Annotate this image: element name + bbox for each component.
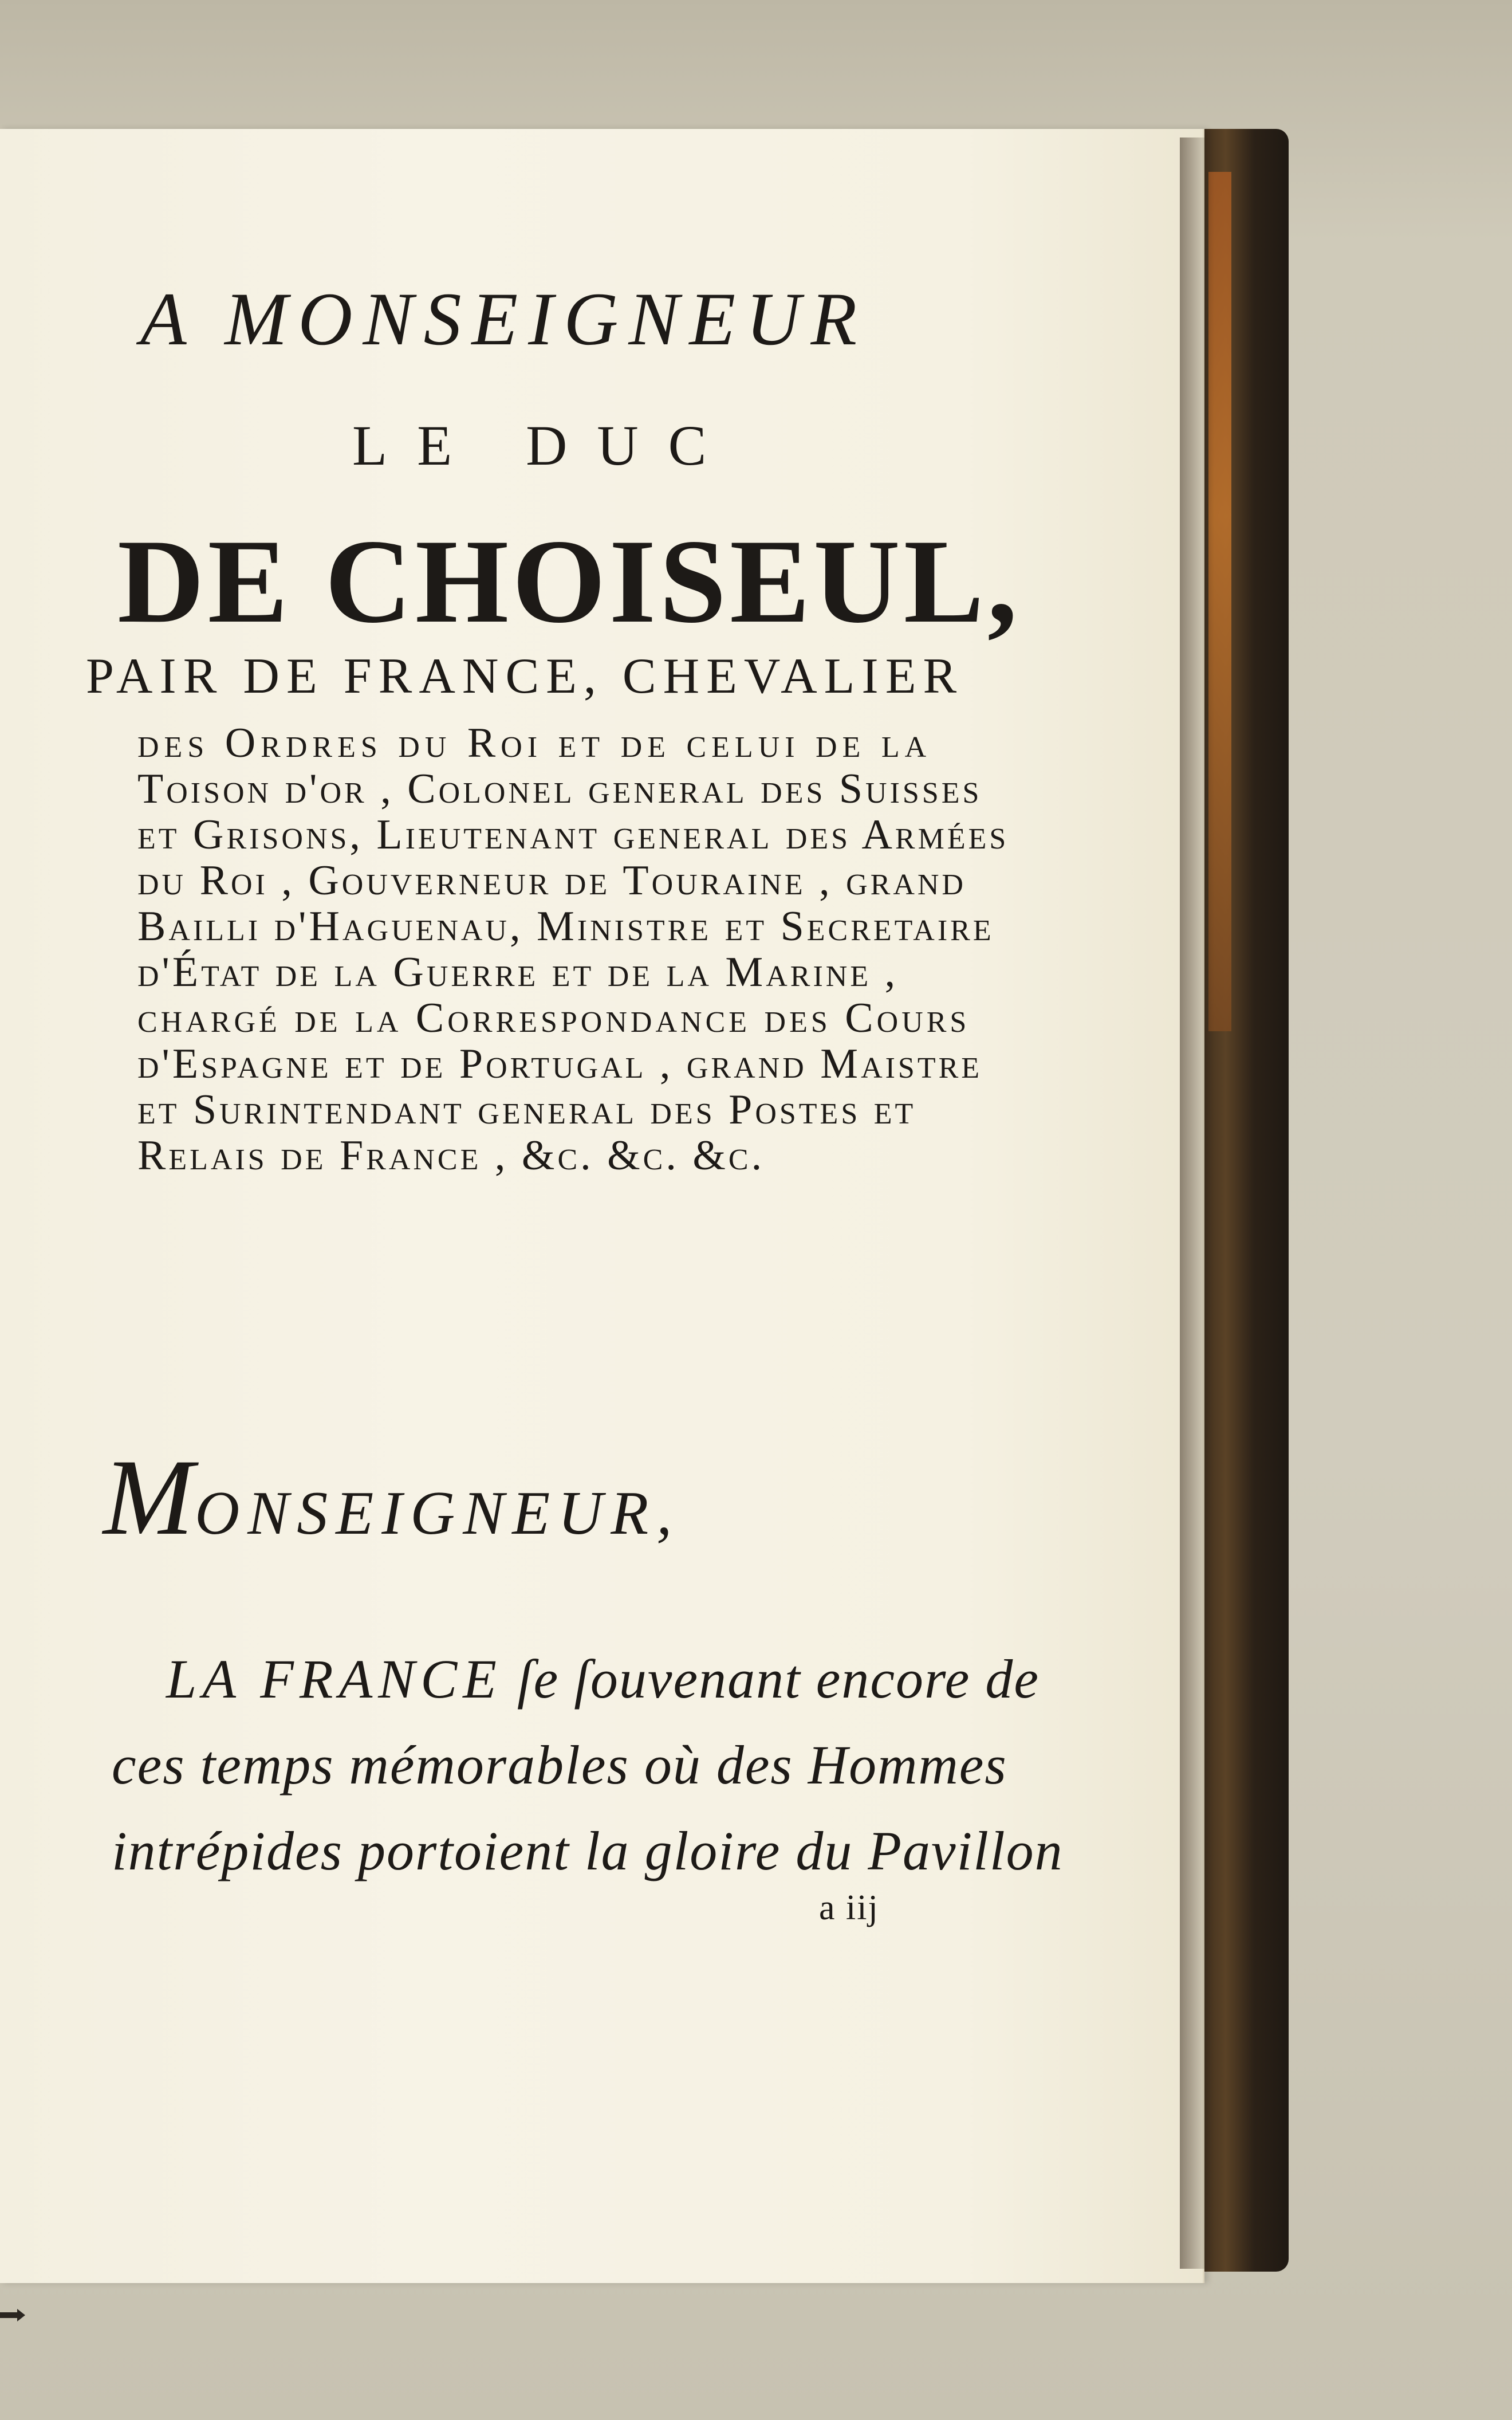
title-line: et Surintendant general des Postes et <box>137 1086 916 1133</box>
title-line: PAIR DE FRANCE, CHEVALIER <box>86 649 964 704</box>
salutation <box>103 1435 680 1560</box>
title-line: des Ordres du Roi et de celui de la <box>137 720 932 767</box>
title-line: du Roi , Gouverneur de Touraine , grand <box>137 857 966 904</box>
salutation-rest: ONSEIGNEUR, <box>195 1479 680 1547</box>
page-gutter-shadow <box>1180 138 1214 2269</box>
dedication-heading: A MONSEIGNEUR <box>140 277 868 361</box>
body-text: ſe ſouvenant encore de <box>502 1648 1040 1710</box>
body-lead: LA FRANCE <box>166 1648 502 1710</box>
dedication-subheading: LE DUC <box>352 414 737 477</box>
title-line: Relais de France , &c. &c. &c. <box>137 1132 765 1179</box>
corner-arrow-icon <box>0 2309 25 2321</box>
book-page <box>0 129 1204 2283</box>
signature-mark: a iij <box>819 1888 879 1927</box>
body-line: ces temps mémorables où des Hommes <box>112 1734 1007 1796</box>
body-line <box>166 1647 1040 1711</box>
dedication-page <box>0 129 1203 2283</box>
title-line: Bailli d'Haguenau, Ministre et Secretaire <box>137 903 994 950</box>
title-line: Toison d'or , Colonel general des Suisses <box>137 765 982 812</box>
title-line: d'Espagne et de Portugal , grand Maistre <box>137 1040 983 1087</box>
dedication-name: DE CHOISEUL, <box>117 515 1021 648</box>
title-line: d'État de la Guerre et de la Marine , <box>137 949 899 996</box>
title-line: chargé de la Correspondance des Cours <box>137 995 970 1042</box>
title-line: et Grisons, Lieutenant general des Armées <box>137 811 1009 858</box>
body-line: intrépides portoient la gloire du Pavillon <box>112 1820 1064 1881</box>
salutation-initial: M <box>103 1437 195 1558</box>
